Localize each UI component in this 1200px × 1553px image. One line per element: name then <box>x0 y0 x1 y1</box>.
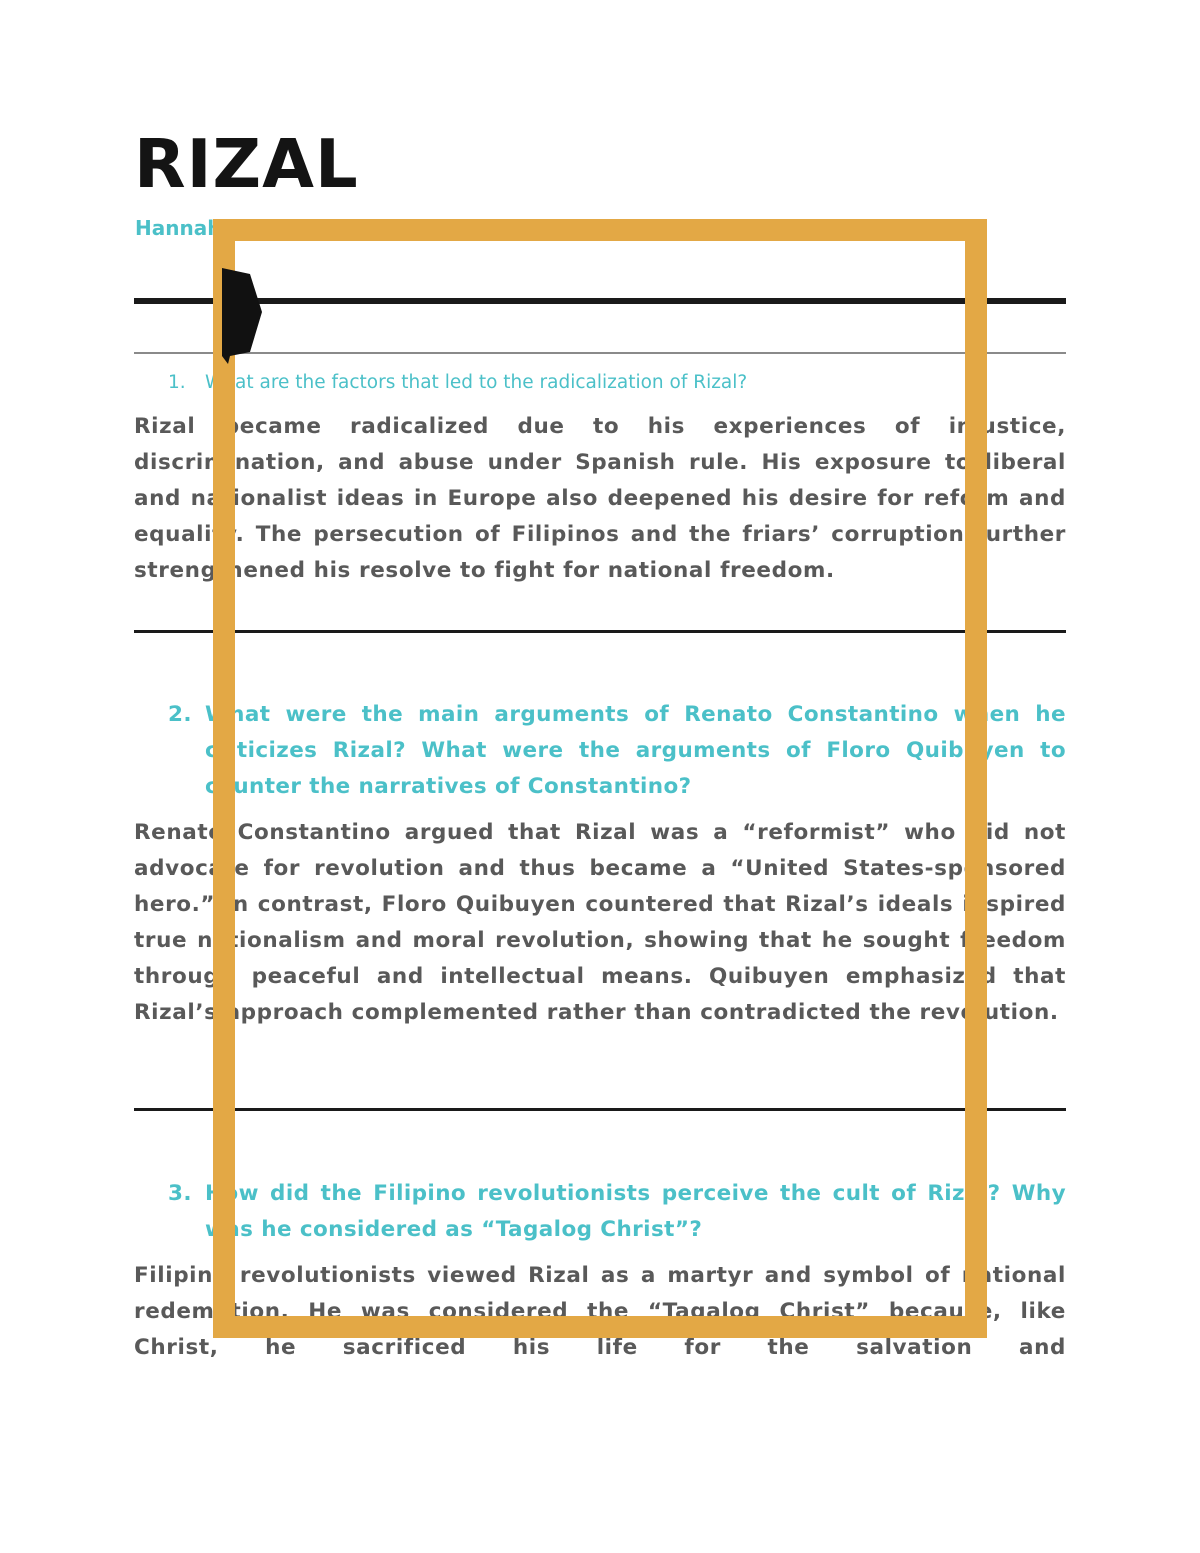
answer-3: Filipino revolutionists viewed Rizal as a martyr and symbol of national redemption. He was considered the “Tagalog Christ” because, like Christ, he sacrificed his life for the salvation and <box>134 1263 1066 1360</box>
question-3-text: How did the Filipino revolutionists perceive the cult of Rizal? Why was he considered as “Tagalog Christ”? <box>205 1181 1066 1242</box>
question-2-number: 2. <box>168 702 192 727</box>
black-pennant-shape <box>222 268 262 364</box>
answer-2: Renato Constantino argued that Rizal was a “reformist” who did not advocate for revolution and thus became a “United States-sponsored hero.” In contrast, Floro Quibuyen countered that Rizal’s ideals inspired true nationalism and moral revolution, showing that he sought freedom through peaceful and intellectual means. Quibuyen emphasized that Rizal’s approach complemented rather than contradicted the revolution. <box>134 820 1066 1025</box>
question-3-number: 3. <box>168 1181 192 1206</box>
section-divider-2 <box>134 1108 1066 1111</box>
question-2-text: What were the main arguments of Renato Constantino when he criticizes Rizal? What were the arguments of Floro Quibuyen to counter the narratives of Constantino? <box>205 702 1066 799</box>
question-3 <box>134 1176 1066 1248</box>
document-title: RIZAL <box>134 125 359 203</box>
header-divider-thick <box>134 298 1066 304</box>
author-line: Hannah Alagao Alcalde BSED2 SOCIAL STUDIES <box>135 216 669 240</box>
answer-1: Rizal became radicalized due to his experiences of injustice, discrimination, and abuse under Spanish rule. His exposure to liberal and nationalist ideas in Europe also deepened his desire for reform and equality. The persecution of Filipinos and the friars’ corruption further strengthened his resolve to fight for national freedom. <box>134 414 1066 583</box>
question-1 <box>134 370 1066 396</box>
question-1-number: 1. <box>168 372 186 393</box>
question-1-text: What are the factors that led to the radicalization of Rizal? <box>205 372 748 393</box>
question-2 <box>134 697 1066 805</box>
section-divider-1 <box>134 630 1066 633</box>
header-divider-thin <box>134 352 1066 354</box>
